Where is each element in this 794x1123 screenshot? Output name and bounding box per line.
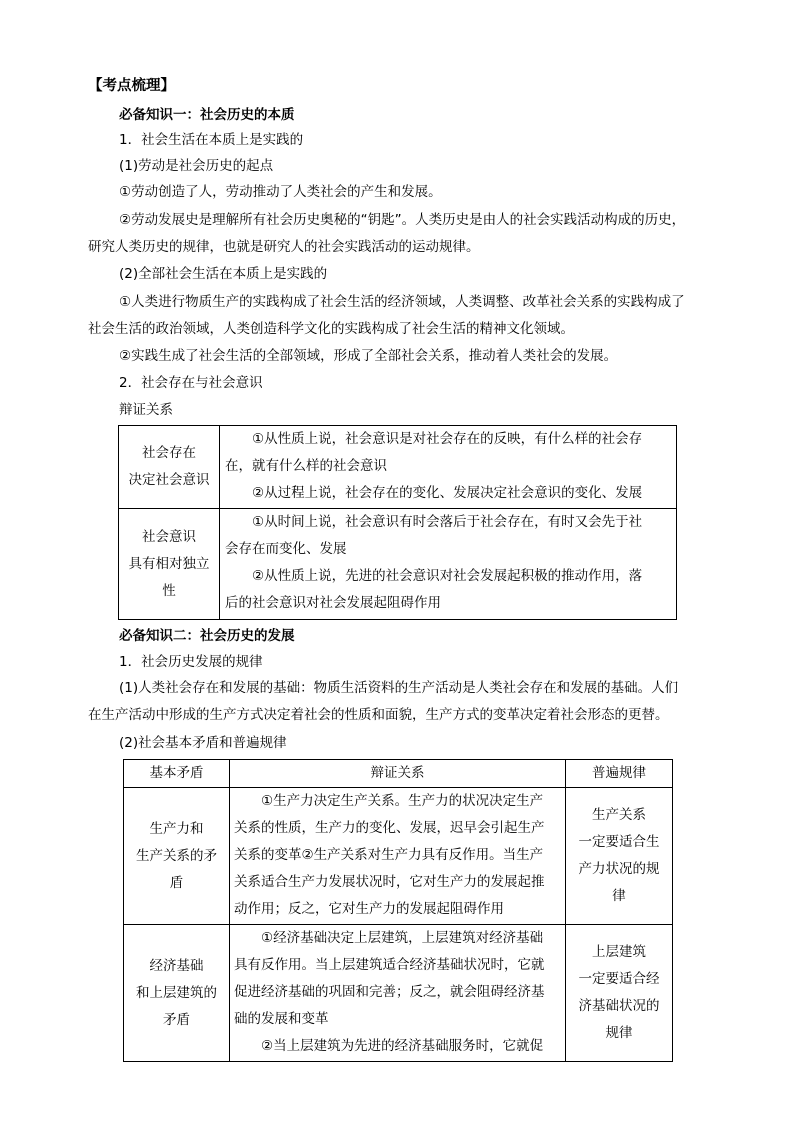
table-header-row — [124, 760, 673, 788]
table-row — [124, 925, 673, 1062]
column-header: 基本矛盾 — [124, 760, 230, 788]
paragraph: 在生产活动中形成的生产方式决定着社会的性质和面貌，生产方式的变革决定着社会形态的更替。 — [88, 707, 669, 723]
table-cell-right: ①从性质上说，社会意识是对社会存在的反映，有什么样的社会存 在，就有什么样的社会意识 ②从过程上说，社会存在的变化、发展决定社会意识的变化、发展 — [220, 426, 677, 509]
paragraph: ①人类进行物质生产的实践构成了社会生活的经济领域，人类调整、改革社会关系的实践构成了 — [119, 294, 685, 310]
table-row — [119, 509, 677, 620]
column-header: 普遍规律 — [566, 760, 673, 788]
table-cell-middle: ①生产力决定生产关系。生产力的状况决定生产 关系的性质，生产力的变化、发展，迟早会引起生产 关系的变革②生产关系对生产力具有反作用。当生产 关系适合生产力发展状况时，它对生产力的发展起推 动作用；反之，它对生产力的发展起阻碍作用 — [230, 788, 566, 925]
paragraph: 2．社会存在与社会意识 — [119, 375, 263, 391]
paragraph: ②实践生成了社会生活的全部领域，形成了全部社会关系，推动着人类社会的发展。 — [119, 348, 618, 364]
table-cell-left: 社会意识 具有相对独立 性 — [119, 509, 220, 620]
paragraph: (1)人类社会存在和发展的基础：物质生活资料的生产活动是人类社会存在和发展的基础。人们 — [119, 680, 679, 696]
section2-title: 必备知识二：社会历史的发展 — [119, 628, 295, 644]
paragraph: 社会生活的政治领域，人类创造科学文化的实践构成了社会生活的精神文化领域。 — [88, 321, 574, 337]
section1-title: 必备知识一：社会历史的本质 — [119, 107, 295, 123]
table-cell-middle: ①经济基础决定上层建筑，上层建筑对经济基础 具有反作用。当上层建筑适合经济基础状况时，它就 促进经济基础的巩固和完善；反之，就会阻碍经济基 础的发展和变革 ②当上层建筑为先进的经济基础服务时，它就促 — [230, 925, 566, 1062]
paragraph: 研究人类历史的规律，也就是研究人的社会实践活动的运动规律。 — [88, 239, 480, 255]
column-header: 辩证关系 — [230, 760, 566, 788]
paragraph: (2)社会基本矛盾和普遍规律 — [119, 735, 287, 751]
table-row — [119, 426, 677, 509]
paragraph: ②劳动发展史是理解所有社会历史奥秘的“钥匙”。人类历史是由人的社会实践活动构成的历史， — [119, 212, 686, 228]
paragraph: 辩证关系 — [119, 402, 173, 418]
paragraph: 1．社会历史发展的规律 — [119, 654, 263, 670]
paragraph: ①劳动创造了人，劳动推动了人类社会的产生和发展。 — [119, 184, 442, 200]
table-cell-right: ①从时间上说，社会意识有时会落后于社会存在，有时又会先于社 会存在而变化、发展 ②从性质上说，先进的社会意识对社会发展起积极的推动作用，落 后的社会意识对社会发展起阻碍作用 — [220, 509, 677, 620]
table-cell-left: 社会存在 决定社会意识 — [119, 426, 220, 509]
table-row — [124, 788, 673, 925]
paragraph: (2)全部社会生活在本质上是实践的 — [119, 266, 328, 282]
table-cell-right: 生产关系 一定要适合生 产力状况的规 律 — [566, 788, 673, 925]
table-cell-left: 经济基础 和上层建筑的 矛盾 — [124, 925, 230, 1062]
paragraph: (1)劳动是社会历史的起点 — [119, 158, 274, 174]
section-heading: 【考点梳理】 — [88, 78, 175, 94]
dialectical-relation-table — [118, 425, 677, 620]
table-cell-right: 上层建筑 一定要适合经 济基础状况的 规律 — [566, 925, 673, 1062]
paragraph: 1．社会生活在本质上是实践的 — [119, 132, 304, 148]
table-cell-left: 生产力和 生产关系的矛 盾 — [124, 788, 230, 925]
contradiction-table — [123, 759, 673, 1062]
